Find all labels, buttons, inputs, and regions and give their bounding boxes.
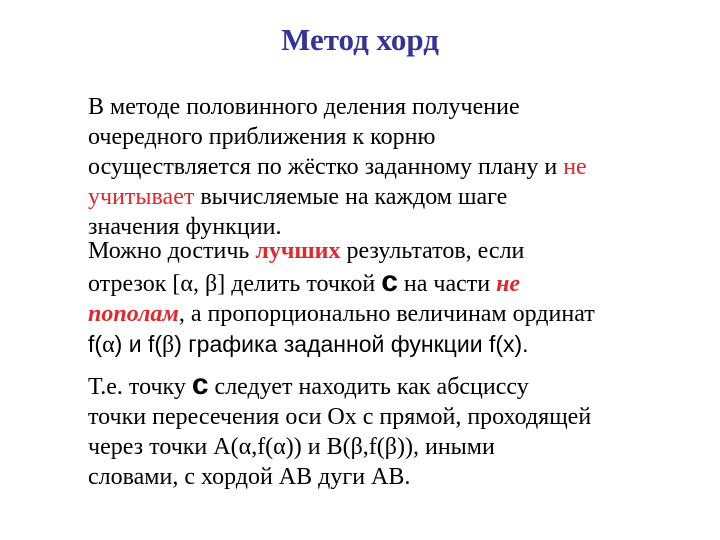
alpha-symbol: α bbox=[180, 271, 193, 297]
highlight-luchshih: лучших bbox=[255, 238, 341, 264]
beta-symbol-3: β bbox=[350, 434, 363, 460]
alpha-symbol-4: α bbox=[273, 434, 286, 460]
p3-line-1-text: Т.е. точку bbox=[88, 374, 192, 400]
beta-symbol-2: β bbox=[162, 332, 175, 358]
point-a-open: через точки А( bbox=[88, 434, 239, 460]
p3-line-1 bbox=[88, 368, 698, 402]
p2-line-3-text: , а пропорционально величинам ординат bbox=[178, 301, 595, 327]
p1-line-3-text: осуществляется по жёстко заданному плану и bbox=[88, 154, 564, 180]
p2-line-4-and: ) и bbox=[114, 331, 148, 357]
p2-comma: , bbox=[192, 271, 205, 297]
highlight-ne-2: не bbox=[496, 271, 521, 297]
p1-line-3 bbox=[88, 152, 698, 182]
f-beta-open: f( bbox=[147, 331, 162, 357]
p3-line-3 bbox=[88, 432, 698, 462]
paragraph-1 bbox=[88, 92, 698, 242]
p3-line-3-tail: )), иными bbox=[397, 434, 495, 460]
p1-line-2: очередного приближения к корню bbox=[88, 124, 436, 150]
p2-line-1-tail: результатов, если bbox=[340, 238, 525, 264]
p1-line-5: значения функции. bbox=[88, 214, 282, 240]
p3-line-1-tail: следует находить как абсциссу bbox=[208, 374, 529, 400]
p2-line-3 bbox=[88, 299, 698, 329]
p1-line-4 bbox=[88, 182, 698, 212]
highlight-popolam: пополам bbox=[88, 301, 179, 327]
beta-symbol-4: β bbox=[384, 434, 397, 460]
point-b-open: )) и В( bbox=[285, 434, 351, 460]
p2-segment-open: отрезок [ bbox=[88, 271, 181, 297]
p1-line-4-text: вычисляемые на каждом шаге bbox=[194, 184, 508, 210]
paragraph-3 bbox=[88, 368, 698, 492]
highlight-ne: не bbox=[563, 154, 587, 180]
p2-line-1 bbox=[88, 236, 698, 266]
p2-end-dot: . bbox=[522, 331, 529, 357]
p2-line-4-text: ) графика заданной функции bbox=[174, 331, 489, 357]
p2-line-2-tail: на части bbox=[397, 271, 497, 297]
alpha-symbol-2: α bbox=[102, 332, 115, 358]
p2-segment-close: ] делить точкой bbox=[217, 271, 382, 297]
p2-line-4 bbox=[88, 329, 698, 360]
p1-line-1: В методе половинного деления получение bbox=[88, 94, 520, 120]
p3-line-4: словами, с хордой АВ дуги АВ. bbox=[88, 464, 411, 490]
p2-line-1-text: Можно достичь bbox=[88, 238, 256, 264]
point-c: с bbox=[381, 265, 398, 298]
p2-line-2 bbox=[88, 265, 698, 299]
f-of-x: f(x) bbox=[488, 331, 523, 357]
beta-symbol: β bbox=[204, 271, 218, 297]
f-alpha-open: f( bbox=[88, 331, 103, 357]
paragraph-2 bbox=[88, 236, 698, 360]
point-a-f: ,f( bbox=[251, 434, 274, 460]
p3-line-2: точки пересечения оси Ох с прямой, проходящей bbox=[88, 404, 592, 430]
slide-title: Метод хорд bbox=[281, 22, 439, 57]
highlight-uchityvaet: учитывает bbox=[88, 184, 195, 210]
point-c-2: с bbox=[191, 368, 209, 401]
point-b-f: ,f( bbox=[362, 434, 385, 460]
alpha-symbol-3: α bbox=[238, 434, 252, 460]
